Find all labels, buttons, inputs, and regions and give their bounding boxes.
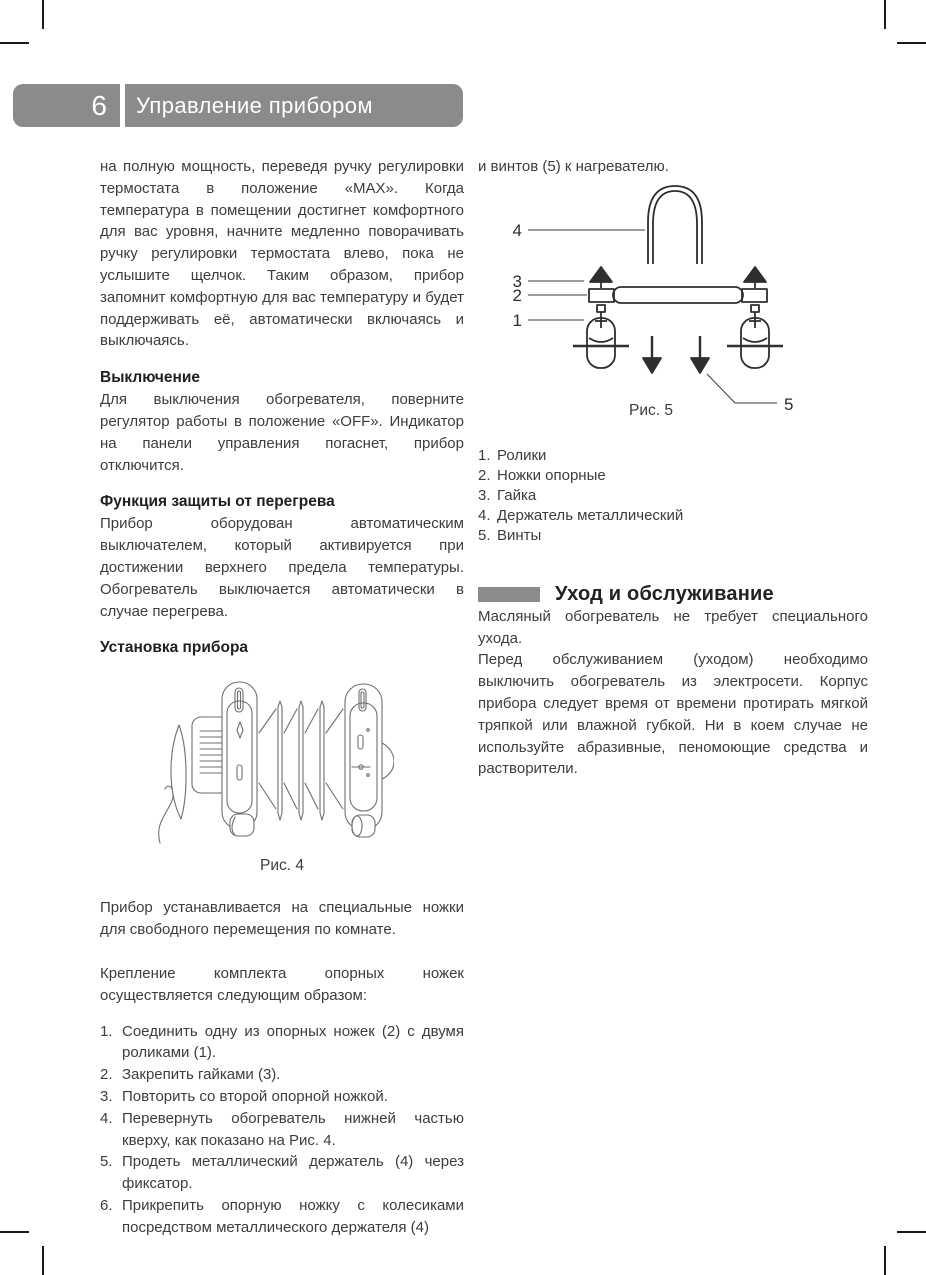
installation-steps-list <box>100 1021 464 1239</box>
care-paragraph-2: Перед обслуживанием (уходом) необходимо выключить обогреватель из электросети. Корпус прибора следует время от времени протирать мягкой тряпкой или влажной губкой. Ни в коем случае не используйте абразивные, пеномоющие средства и растворители. <box>478 651 868 778</box>
figure-5-label-holder: 4 <box>512 220 522 240</box>
parts-list-item: 5. Винты <box>478 526 542 544</box>
instruction-step: 5. Продеть металлический держатель (4) через фиксатор. <box>100 1153 464 1193</box>
continuation-paragraph: и винтов (5) к нагревателю. <box>478 158 669 175</box>
switch-off-paragraph: Для выключения обогревателя, поверните регулятор работы в положение «OFF». Индикатор на панели управления погаснет, прибор отключится. <box>100 391 464 474</box>
heading-care-maintenance: Уход и обслуживание <box>555 582 774 605</box>
after-figure-paragraph: Прибор устанавливается на специальные ножки для свободного перемещения по комнате. <box>100 899 464 939</box>
intro-paragraph: на полную мощность, переведя ручку регулировки термостата в положение «MAX». Когда температура в помещении достигнет комфортного для вас уровня, начните медленно поворачивать ручку регулировки термостата влево, пока не услышите щелчок. Таким образом, прибор запомнит комфортную для вас температуру и будет поддерживать её, автоматически включаясь и выключаясь. <box>100 158 464 350</box>
instruction-step: 4. Перевернуть обогреватель нижней частью кверху, как показано на Рис. 4. <box>100 1109 464 1149</box>
heading-overheat-protection: Функция защиты от перегрева <box>100 493 335 511</box>
crop-mark-bottom-left-vertical <box>42 1246 44 1275</box>
parts-list <box>478 446 868 546</box>
figure-4-heater-illustration <box>156 675 394 845</box>
figure-5-label-roller: 1 <box>512 310 522 330</box>
crop-mark-top-left-vertical <box>42 0 44 29</box>
left-column <box>100 156 464 1239</box>
instruction-step: 6. Прикрепить опорную ножку с колесиками посредством металлического держателя (4) <box>100 1196 464 1236</box>
parts-list-item: 1. Ролики <box>478 446 547 464</box>
fastening-intro-paragraph: Крепление комплекта опорных ножек осуществляется следующим образом: <box>100 964 464 1004</box>
parts-list-item: 4. Держатель металлический <box>478 506 684 524</box>
figure-5-label-leg: 2 <box>512 285 522 305</box>
crop-mark-bottom-left-horizontal <box>0 1231 29 1233</box>
figure-4 <box>100 675 464 875</box>
figure-5-caption: Рис. 5 <box>629 401 673 419</box>
instruction-step: 3. Повторить со второй опорной ножкой. <box>100 1087 388 1105</box>
heading-installation: Установка прибора <box>100 639 249 657</box>
page-header-banner <box>13 84 463 127</box>
page-number: 6 <box>91 90 107 121</box>
overheat-paragraph: Прибор оборудован автоматическим выключателем, который активируется при достижении верхнего предела температуры. Обогреватель выключается автоматически в случае перегрева. <box>100 515 464 620</box>
figure-5 <box>478 178 868 420</box>
figure-5-assembly-diagram <box>478 178 808 418</box>
crop-mark-top-right-vertical <box>884 0 886 29</box>
crop-mark-bottom-right-vertical <box>884 1246 886 1275</box>
figure-5-label-nut: 3 <box>512 271 522 291</box>
care-paragraph-1: Масляный обогреватель не требует специального ухода. <box>478 607 868 647</box>
section-marker-bar <box>478 587 540 602</box>
parts-list-item: 2. Ножки опорные <box>478 466 606 484</box>
care-section-header <box>478 583 868 606</box>
right-column <box>478 156 868 780</box>
parts-list-item: 3. Гайка <box>478 486 537 504</box>
heading-switch-off: Выключение <box>100 369 201 387</box>
figure-5-label-screws: 5 <box>784 394 794 414</box>
instruction-step: 2. Закрепить гайками (3). <box>100 1066 281 1084</box>
instruction-step: 1. Соединить одну из опорных ножек (2) с двумя роликами (1). <box>100 1022 464 1062</box>
figure-4-caption: Рис. 4 <box>260 857 304 875</box>
crop-mark-bottom-right-horizontal <box>897 1231 926 1233</box>
crop-mark-top-left-horizontal <box>0 42 29 44</box>
page-title: Управление прибором <box>136 92 373 118</box>
crop-mark-top-right-horizontal <box>897 42 926 44</box>
